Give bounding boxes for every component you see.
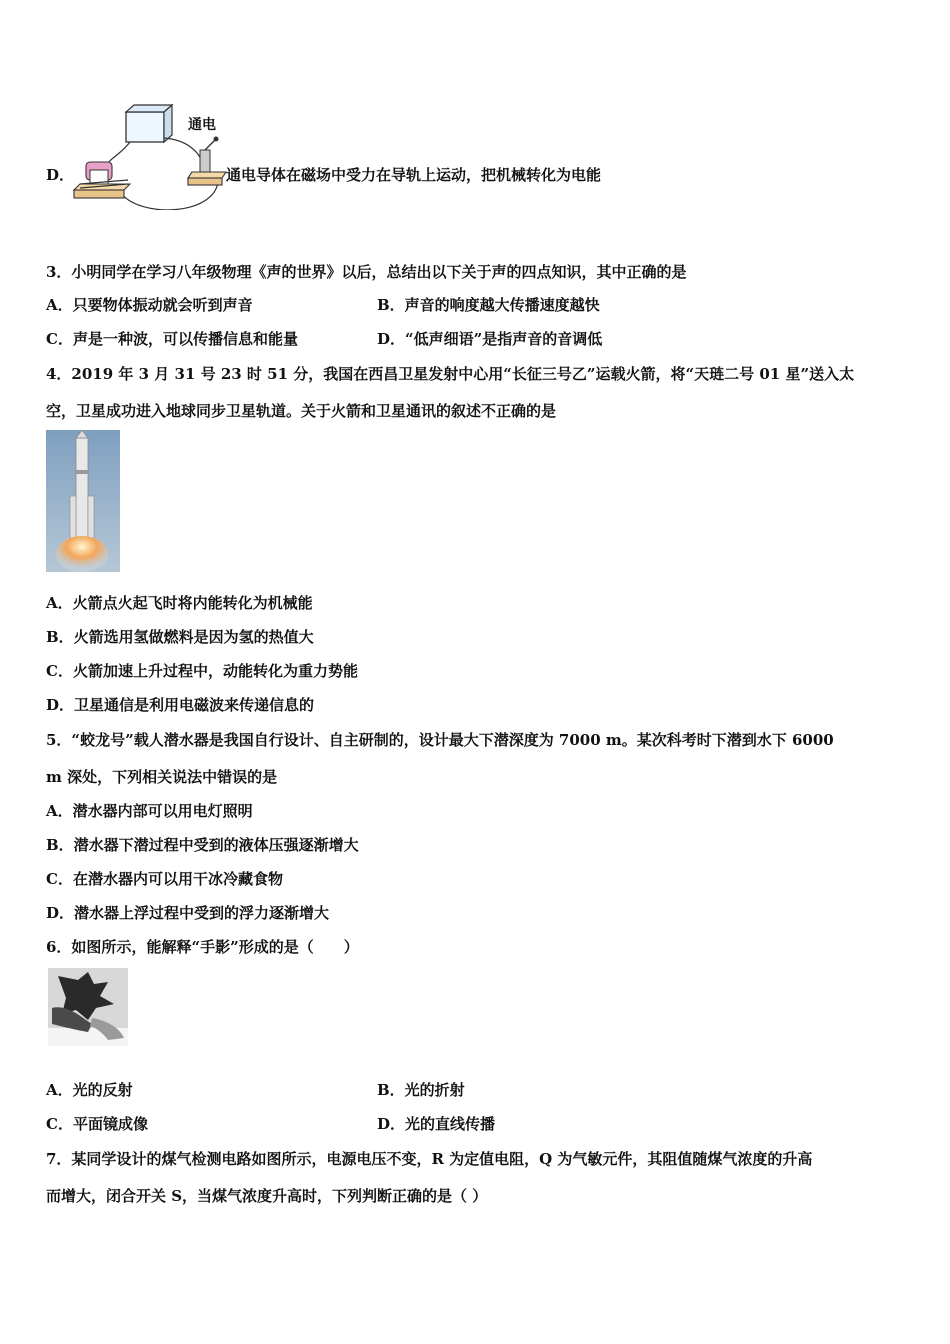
q4-stem-line2: 空，卫星成功进入地球同步卫星轨道。关于火箭和卫星通讯的叙述不正确的是 [46,402,557,420]
q4-stem-line1: 4．2019 年 3 月 31 号 23 时 51 分，我国在西昌卫星发射中心用“长征三号乙”运载火箭，将“天琏二号 01 星”送入太 [46,365,855,383]
q3-stem: 3．小明同学在学习八年级物理《声的世界》以后，总结出以下关于声的四点知识，其中正确的是 [46,263,687,281]
q5-option-a: A．潜水器内部可以用电灯照明 [46,802,253,820]
q6-option-d: D．光的直线传播 [377,1115,496,1133]
hand-shadow-photo [48,968,128,1046]
q5-stem-line2: m 深处，下列相关说法中错误的是 [46,768,278,786]
q6-option-b: B．光的折射 [377,1081,465,1099]
q4-option-c: C．火箭加速上升过程中，动能转化为重力势能 [46,662,358,680]
q2-option-d-text: 通电导体在磁场中受力在导轨上运动，把机械转化为电能 [226,166,602,184]
q7-stem-line1: 7．某同学设计的煤气检测电路如图所示，电源电压不变，R 为定值电阻，Q 为气敏元件，其阻值随煤气浓度的升高 [46,1150,813,1168]
q5-option-d: D．潜水器上浮过程中受到的浮力逐渐增大 [46,904,330,922]
rocket-launch-photo [46,430,120,572]
q7-stem-line2: 而增大，闭合开关 S，当煤气浓度升高时，下列判断正确的是（ ） [46,1187,488,1205]
q5-stem-line1: 5．“蛟龙号”载人潜水器是我国自行设计、自主研制的，设计最大下潜深度为 7000 m。某次科考时下潜到水下 6000 [46,731,834,749]
q2-option-d-label: D． [46,166,75,184]
q4-option-a: A．火箭点火起飞时将内能转化为机械能 [46,594,313,612]
q3-option-c: C．声是一种波，可以传播信息和能量 [46,330,298,348]
figure-caption-power-on: 通电 [188,117,216,133]
q3-option-a: A．只要物体振动就会听到声音 [46,296,253,314]
q4-option-d: D．卫星通信是利用电磁波来传递信息的 [46,696,315,714]
q3-option-b: B．声音的响度越大传播速度越快 [377,296,600,314]
q6-option-a: A．光的反射 [46,1081,133,1099]
q5-option-b: B．潜水器下潜过程中受到的液体压强逐渐增大 [46,836,359,854]
q4-option-b: B．火箭选用氢做燃料是因为氢的热值大 [46,628,314,646]
q5-option-c: C．在潜水器内可以用干冰冷藏食物 [46,870,283,888]
q6-stem: 6．如图所示，能解释“手影”形成的是（ ） [46,938,359,956]
q3-option-d: D．“低声细语”是指声音的音调低 [377,330,603,348]
q6-option-c: C．平面镜成像 [46,1115,148,1133]
